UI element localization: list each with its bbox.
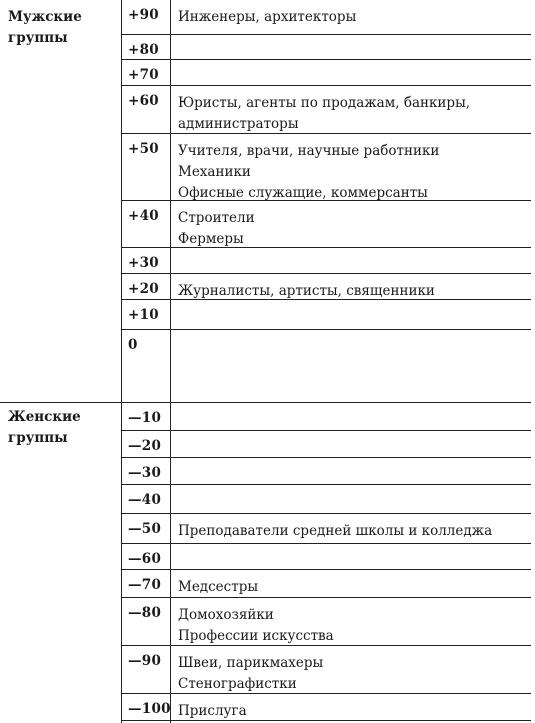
score-value: —80 bbox=[128, 605, 162, 621]
occupation-line: Медсестры bbox=[178, 579, 259, 595]
table-row bbox=[121, 329, 531, 403]
table-row bbox=[121, 200, 531, 248]
occupation-list bbox=[178, 7, 356, 28]
male-groups-label bbox=[8, 7, 82, 49]
occupation-line: Преподаватели средней школы и колледжа bbox=[178, 523, 493, 539]
occupation-list bbox=[178, 577, 258, 598]
table-row bbox=[121, 693, 531, 721]
occupation-line: Строители bbox=[178, 210, 255, 226]
occupation-line: Фермеры bbox=[178, 231, 244, 247]
score-value: —100 bbox=[128, 701, 171, 717]
occupation-line: Юристы, агенты по продажам, банкиры, bbox=[178, 95, 471, 111]
female-groups-label-line2: группы bbox=[8, 430, 68, 446]
score-value: —90 bbox=[128, 653, 162, 669]
occupation-list bbox=[178, 208, 255, 250]
table-row bbox=[121, 34, 531, 60]
occupation-list bbox=[178, 701, 247, 722]
occupation-list bbox=[178, 93, 470, 135]
table-row bbox=[121, 273, 531, 300]
occupation-line: Журналисты, артисты, священники bbox=[178, 283, 435, 299]
score-value: +40 bbox=[128, 208, 159, 224]
occupation-line: Швеи, парикмахеры bbox=[178, 655, 324, 671]
occupation-line: Прислуга bbox=[178, 703, 247, 719]
table-bottom-border bbox=[121, 720, 531, 721]
table-row bbox=[121, 645, 531, 694]
table-row bbox=[121, 543, 531, 570]
table-row bbox=[121, 0, 531, 34]
score-value: +60 bbox=[128, 93, 159, 109]
group-separator bbox=[0, 402, 122, 403]
occupation-line: Офисные служащие, коммерсанты bbox=[178, 185, 428, 201]
score-value: +20 bbox=[128, 281, 159, 297]
table-row bbox=[121, 299, 531, 330]
table-row bbox=[121, 484, 531, 514]
score-value: +50 bbox=[128, 141, 159, 157]
male-groups-label-line1: Мужские bbox=[8, 9, 82, 25]
occupation-line: Стенографистки bbox=[178, 676, 297, 692]
table-row bbox=[121, 247, 531, 274]
score-value: +70 bbox=[128, 67, 159, 83]
table-row bbox=[121, 597, 531, 646]
score-value: +30 bbox=[128, 255, 159, 271]
female-groups-label-line1: Женские bbox=[8, 409, 81, 425]
table-row bbox=[121, 430, 531, 458]
occupation-list bbox=[178, 605, 334, 647]
occupation-line: Домохозяйки bbox=[178, 607, 274, 623]
table-row bbox=[121, 85, 531, 134]
occupation-line: Профессии искусства bbox=[178, 628, 334, 644]
score-value: —20 bbox=[128, 438, 162, 454]
table-row bbox=[121, 569, 531, 598]
male-groups-label-line2: группы bbox=[8, 30, 68, 46]
occupation-list bbox=[178, 141, 439, 204]
score-value: —30 bbox=[128, 465, 162, 481]
score-value: +10 bbox=[128, 307, 159, 323]
score-value: +90 bbox=[128, 7, 159, 23]
table-row bbox=[121, 402, 531, 431]
table-row bbox=[121, 457, 531, 485]
score-value: —10 bbox=[128, 410, 162, 426]
table-row bbox=[121, 513, 531, 544]
score-value: +80 bbox=[128, 42, 159, 58]
table-row bbox=[121, 133, 531, 201]
occupation-line: Механики bbox=[178, 164, 251, 180]
score-value: —60 bbox=[128, 551, 162, 567]
occupation-line: Инженеры, архитекторы bbox=[178, 9, 357, 25]
score-value: —70 bbox=[128, 577, 162, 593]
occupation-line: Учителя, врачи, научные работники bbox=[178, 143, 440, 159]
score-value: 0 bbox=[128, 337, 138, 353]
score-value: —40 bbox=[128, 492, 162, 508]
occupation-line: администраторы bbox=[178, 116, 299, 132]
occupation-list bbox=[178, 521, 492, 542]
female-groups-label bbox=[8, 407, 81, 449]
occupation-list bbox=[178, 653, 323, 695]
score-value: —50 bbox=[128, 521, 162, 537]
table-row bbox=[121, 59, 531, 86]
